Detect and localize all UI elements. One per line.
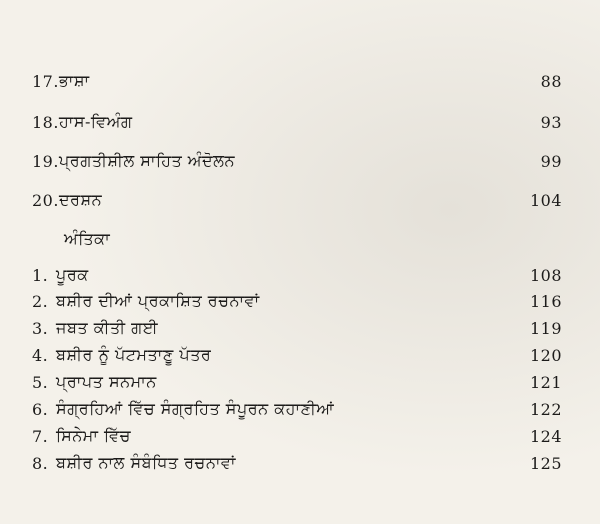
entry-number: 5. <box>32 372 49 392</box>
toc-entry-appendix-4 <box>32 343 562 367</box>
entry-title: ਸਿਨੇਮਾ ਵਿੱਚ <box>56 426 131 445</box>
entry-title: ਜਬਤ ਕੀਤੀ ਗਈ <box>56 318 159 337</box>
entry-page-number: 120 <box>529 345 562 365</box>
toc-entry-appendix-1 <box>32 263 562 287</box>
toc-entry-chapter-17 <box>32 69 562 93</box>
entry-title: ਬਸ਼ੀਰ ਨੂੰ ਪੱਟਮਤਾਣੂ ਪੱਤਰ <box>56 345 212 364</box>
toc-entry-appendix-5 <box>32 370 562 394</box>
entry-number: 8. <box>32 453 49 473</box>
entry-page-number: 125 <box>529 453 562 473</box>
entry-page-number: 88 <box>540 71 562 91</box>
entry-page-number: 119 <box>529 318 562 338</box>
entry-number: 2. <box>32 291 49 311</box>
entry-page-number: 108 <box>529 265 562 285</box>
entry-page-number: 116 <box>529 291 562 311</box>
toc-entry-chapter-18 <box>32 110 562 134</box>
entry-title: ਦਰਸ਼ਨ <box>58 190 103 209</box>
entry-number: 7. <box>32 426 49 446</box>
toc-entry-appendix-7 <box>32 424 562 448</box>
entry-title: ਪ੍ਰਾਪਤ ਸਨਮਾਨ <box>56 372 157 391</box>
entry-title: ਭਾਸ਼ਾ <box>58 71 90 90</box>
entry-number: 4. <box>32 345 49 365</box>
toc-entry-chapter-20 <box>32 188 562 212</box>
entry-page-number: 104 <box>529 190 562 210</box>
entry-title: ਪ੍ਰਗਤੀਸ਼ੀਲ ਸਾਹਿਤ ਅੰਦੋਲਨ <box>58 151 235 170</box>
entry-title: ਸੰਗ੍ਰਹਿਆਂ ਵਿੱਚ ਸੰਗ੍ਰਹਿਤ ਸੰਪੂਰਨ ਕਹਾਣੀਆਂ <box>56 399 335 418</box>
entry-page-number: 99 <box>540 151 562 171</box>
entry-number: 18. <box>32 112 59 132</box>
entry-number: 6. <box>32 399 49 419</box>
entry-page-number: 124 <box>529 426 562 446</box>
entry-title: ਹਾਸ-ਵਿਅੰਗ <box>58 112 133 131</box>
toc-entry-appendix-2 <box>32 289 562 313</box>
toc-entry-appendix-3 <box>32 316 562 340</box>
entry-page-number: 121 <box>529 372 562 392</box>
entry-page-number: 122 <box>529 399 562 419</box>
entry-title: ਪੂਰਕ <box>56 265 89 284</box>
entry-title: ਬਸ਼ੀਰ ਦੀਆਂ ਪ੍ਰਕਾਸ਼ਿਤ ਰਚਨਾਵਾਂ <box>56 291 260 310</box>
entry-title: ਬਸ਼ੀਰ ਨਾਲ ਸੰਬੰਧਿਤ ਰਚਨਾਵਾਂ <box>56 453 236 472</box>
entry-number: 19. <box>32 151 59 171</box>
entry-number: 20. <box>32 190 59 210</box>
toc-entry-chapter-19 <box>32 149 562 173</box>
toc-entry-appendix-8 <box>32 451 562 475</box>
entry-number: 17. <box>32 71 59 91</box>
entry-number: 3. <box>32 318 49 338</box>
appendix-heading: ਅੰਤਿਕਾ <box>64 229 111 248</box>
toc-entry-appendix-6 <box>32 397 562 421</box>
entry-page-number: 93 <box>540 112 562 132</box>
entry-number: 1. <box>32 265 49 285</box>
